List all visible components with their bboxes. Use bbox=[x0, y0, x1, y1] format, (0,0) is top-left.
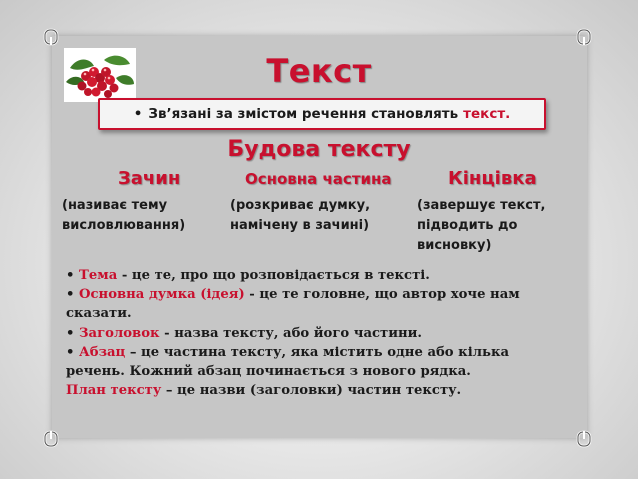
definition-text: – це частина тексту, яка містить одне або кілька речень. Кожний абзац починається з нового рядка. bbox=[66, 344, 510, 380]
definition-term: Заголовок bbox=[79, 325, 160, 341]
column-description-main bbox=[230, 196, 370, 236]
definition-item bbox=[66, 266, 571, 285]
column-heading-ending: Кінцівка bbox=[448, 168, 537, 189]
description-line: намічену в зачині) bbox=[230, 218, 370, 233]
definition-text: – це назви (заголовки) частин тексту. bbox=[161, 383, 462, 399]
banner-highlight: текст. bbox=[463, 106, 511, 122]
banner-bullet: • bbox=[133, 106, 143, 122]
definitions-list bbox=[66, 266, 571, 400]
definition-text: - це те головне, що автор хоче нам сказати. bbox=[66, 287, 520, 322]
definition-item bbox=[66, 285, 571, 323]
pushpin-icon bbox=[575, 430, 593, 448]
definition-term: Абзац bbox=[79, 344, 126, 360]
definition-banner bbox=[98, 98, 546, 130]
definition-item bbox=[66, 324, 571, 343]
description-line: висловлювання) bbox=[62, 218, 186, 233]
pushpin-icon bbox=[42, 28, 60, 46]
definition-bullet: • bbox=[66, 287, 75, 303]
pushpin-icon bbox=[42, 430, 60, 448]
definition-text: - назва тексту, або його частини. bbox=[159, 325, 423, 341]
column-description-ending bbox=[417, 196, 545, 256]
definition-bullet: • bbox=[66, 325, 75, 341]
definition-term: Основна думка (ідея) bbox=[79, 287, 245, 303]
description-line: (називає тему bbox=[62, 198, 168, 213]
column-heading-intro: Зачин bbox=[118, 168, 181, 189]
description-line: висновку) bbox=[417, 238, 492, 253]
description-line: (завершує текст, bbox=[417, 198, 546, 213]
definition-item bbox=[66, 381, 571, 400]
banner-text: Зв’язані за змістом речення становлять bbox=[148, 106, 459, 122]
description-line: підводить до bbox=[417, 218, 518, 233]
definition-bullet: • bbox=[66, 344, 75, 360]
definition-term: Тема bbox=[79, 268, 118, 283]
description-line: (розкриває думку, bbox=[230, 198, 371, 213]
pushpin-icon bbox=[575, 28, 593, 46]
definition-text: - це те, про що розповідається в тексті. bbox=[117, 268, 430, 283]
column-heading-main: Основна частина bbox=[245, 170, 392, 188]
section-subtitle: Будова тексту bbox=[227, 137, 411, 162]
definition-item bbox=[66, 343, 571, 381]
definition-bullet: • bbox=[66, 268, 75, 283]
definition-term: План тексту bbox=[66, 383, 162, 399]
slide-title: Текст bbox=[266, 52, 372, 90]
column-description-intro bbox=[62, 196, 185, 236]
